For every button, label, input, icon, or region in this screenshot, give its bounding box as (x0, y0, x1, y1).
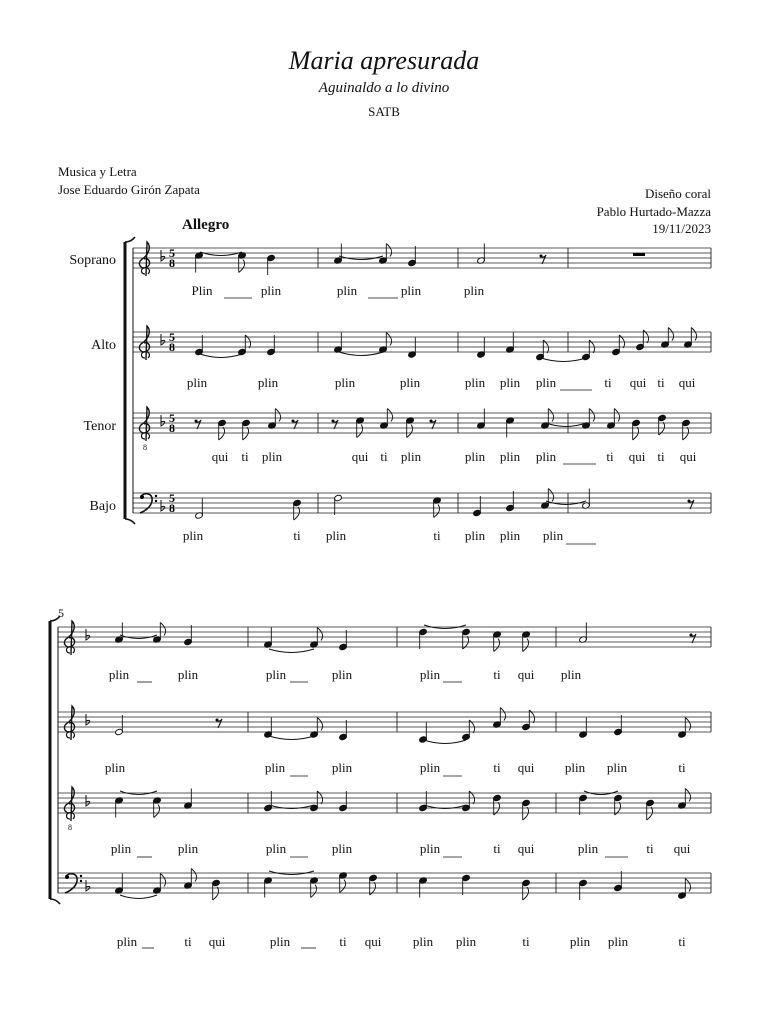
lyric-soprano: Plin (191, 283, 213, 298)
tie (269, 649, 314, 653)
lyric-bass: qui (208, 934, 226, 949)
note-flag (386, 333, 391, 346)
note-flag (683, 427, 689, 440)
lyric-tenor: qui (517, 841, 535, 856)
voice-label-alto: Alto (91, 338, 116, 353)
tie (546, 423, 586, 427)
lyric-bass: plin (464, 528, 486, 543)
note-flag (523, 887, 529, 900)
lyric-alto: qui (678, 375, 696, 390)
note-flag (160, 874, 165, 887)
lyric-alto: ti (604, 375, 612, 390)
time-signature-denominator: 8 (169, 340, 175, 354)
lyric-bass: ti (293, 528, 301, 543)
tie (424, 740, 466, 744)
note-flag (191, 869, 196, 882)
tie (541, 358, 586, 362)
note-flag (239, 260, 245, 273)
lyric-soprano: plin (108, 667, 130, 682)
lyric-bass: ti (433, 528, 441, 543)
lyric-bass: plin (412, 934, 434, 949)
composer-credit-line2: Jose Eduardo Girón Zapata (58, 182, 200, 197)
lyric-alto: plin (104, 760, 126, 775)
lyric-alto: ti (657, 375, 665, 390)
time-signature-denominator: 8 (169, 421, 175, 435)
lyric-tenor: plin (400, 449, 422, 464)
time-signature-denominator: 8 (169, 501, 175, 515)
bass-clef (155, 500, 157, 502)
lyric-alto: plin (564, 760, 586, 775)
lyric-alto: plin (264, 760, 286, 775)
lyric-tenor: qui (673, 841, 691, 856)
time-signature-numerator: 5 (169, 330, 175, 344)
tie (200, 252, 242, 256)
note-flag (434, 505, 440, 518)
lyric-bass: ti (522, 934, 530, 949)
note-flag (523, 807, 529, 820)
octave-eight-mark: 8 (68, 823, 72, 832)
note-flag (160, 623, 165, 636)
flat-sign (86, 795, 90, 806)
note-flag (243, 427, 249, 440)
score-subtitle: Aguinaldo a lo divino (318, 80, 450, 96)
lyric-bass: qui (364, 934, 382, 949)
lyric-alto: plin (499, 375, 521, 390)
lyric-bass: plin (607, 934, 629, 949)
voice-label-tenor: Tenor (83, 419, 116, 434)
flat-sign (161, 334, 165, 345)
note-flag (691, 328, 696, 341)
composer-credit-line1: Musica y Letra (58, 164, 137, 179)
lyric-bass: plin (455, 934, 477, 949)
lyric-soprano: plin (331, 667, 353, 682)
time-signature-numerator: 5 (169, 246, 175, 260)
whole-rest (633, 253, 645, 256)
eighth-rest (688, 500, 691, 503)
lyric-bass: plin (542, 528, 564, 543)
system-bracket (125, 237, 135, 242)
lyric-tenor: plin (419, 841, 441, 856)
lyric-bass: ti (678, 934, 686, 949)
lyric-tenor: ti (606, 449, 614, 464)
lyric-tenor: plin (499, 449, 521, 464)
lyric-tenor: ti (646, 841, 654, 856)
lyric-bass: plin (325, 528, 347, 543)
note-flag (548, 409, 553, 422)
octave-eight-mark: 8 (143, 443, 147, 452)
lyric-soprano: plin (400, 283, 422, 298)
lyric-tenor: qui (211, 449, 229, 464)
lyric-alto: plin (186, 375, 208, 390)
tempo-marking: Allegro (182, 217, 230, 233)
bass-clef (80, 875, 82, 877)
eighth-rest (430, 420, 433, 423)
arranger-credit-line2: Pablo Hurtado-Mazza (596, 204, 711, 219)
time-signature-numerator: 5 (169, 411, 175, 425)
lyric-alto: plin (464, 375, 486, 390)
lyric-alto: qui (517, 760, 535, 775)
bass-clef (80, 880, 82, 882)
lyric-bass: plin (269, 934, 291, 949)
note-flag (275, 409, 280, 422)
lyric-tenor: plin (265, 841, 287, 856)
note-flag (294, 507, 300, 520)
lyric-soprano: plin (419, 667, 441, 682)
note-flag (407, 425, 413, 438)
lyric-bass: plin (569, 934, 591, 949)
lyric-tenor: plin (535, 449, 557, 464)
arranger-credit-line1: Diseño coral (644, 186, 711, 201)
note-flag (387, 409, 392, 422)
bass-clef (140, 495, 144, 499)
tie (120, 895, 157, 899)
time-signature-denominator: 8 (169, 256, 175, 270)
lyric-alto: plin (606, 760, 628, 775)
lyric-alto: plin (331, 760, 353, 775)
lyric-tenor: plin (464, 449, 486, 464)
lyric-alto: qui (629, 375, 647, 390)
bass-clef (155, 495, 157, 497)
lyric-tenor: ti (380, 449, 388, 464)
arranger-credit-date: 19/11/2023 (652, 221, 711, 236)
lyric-bass: plin (182, 528, 204, 543)
lyric-soprano: plin (463, 283, 485, 298)
lyric-alto: plin (535, 375, 557, 390)
lyric-soprano: plin (177, 667, 199, 682)
note-flag (500, 708, 505, 721)
lyric-tenor: ti (241, 449, 249, 464)
lyric-alto: plin (399, 375, 421, 390)
lyric-soprano: plin (336, 283, 358, 298)
voice-label-soprano: Soprano (69, 253, 116, 268)
bass-clef (65, 875, 69, 879)
flat-sign (86, 714, 90, 725)
lyric-soprano: qui (517, 667, 535, 682)
note-flag (340, 880, 346, 893)
eighth-rest (332, 420, 335, 423)
note-flag (357, 425, 363, 438)
flat-sign (161, 415, 165, 426)
note-flag (647, 807, 653, 820)
lyric-alto: ti (678, 760, 686, 775)
note-flag (614, 409, 619, 422)
tie (200, 354, 242, 358)
eighth-rest (690, 634, 693, 637)
lyric-soprano: ti (493, 667, 501, 682)
lyric-tenor: plin (331, 841, 353, 856)
note-flag (213, 887, 219, 900)
lyric-tenor: plin (577, 841, 599, 856)
note-flag (633, 427, 639, 440)
eighth-rest (540, 255, 543, 258)
eighth-rest (216, 719, 219, 722)
lyric-tenor: ti (657, 449, 665, 464)
note-flag (154, 805, 160, 818)
lyric-bass: ti (339, 934, 347, 949)
flat-sign (161, 250, 165, 261)
system-bracket (125, 519, 135, 524)
tie (339, 352, 383, 356)
voice-label-bass: Bajo (89, 499, 116, 514)
note-flag (685, 789, 690, 802)
lyric-tenor: plin (110, 841, 132, 856)
note-flag (386, 244, 391, 257)
measure-number: 5 (58, 606, 64, 620)
lyric-tenor: qui (679, 449, 697, 464)
note-flag (219, 427, 225, 440)
system-bracket (50, 616, 60, 621)
lyric-tenor: plin (177, 841, 199, 856)
note-flag (685, 718, 690, 731)
lyric-alto: plin (419, 760, 441, 775)
note-flag (523, 639, 529, 652)
lyric-tenor: qui (628, 449, 646, 464)
lyric-alto: ti (493, 760, 501, 775)
eighth-rest (292, 420, 295, 423)
note-flag (317, 628, 322, 641)
note-flag (589, 409, 594, 422)
lyric-bass: plin (499, 528, 521, 543)
lyric-soprano: plin (260, 283, 282, 298)
note-flag (668, 328, 673, 341)
tie (269, 736, 314, 740)
note-flag (317, 718, 322, 731)
flat-sign (86, 880, 90, 891)
lyric-soprano: plin (265, 667, 287, 682)
flat-sign (86, 629, 90, 640)
lyric-soprano: plin (560, 667, 582, 682)
lyric-tenor: qui (351, 449, 369, 464)
time-signature-numerator: 5 (169, 491, 175, 505)
note-flag (548, 489, 553, 502)
lyric-bass: ti (184, 934, 192, 949)
score-title: Maria apresurada (288, 46, 480, 75)
note-flag (494, 639, 500, 652)
eighth-rest (195, 420, 198, 423)
lyric-tenor: plin (261, 449, 283, 464)
voicing-label: SATB (368, 104, 400, 119)
system-bracket (50, 899, 60, 904)
note-flag (685, 879, 690, 892)
lyric-alto: plin (334, 375, 356, 390)
lyric-bass: plin (116, 934, 138, 949)
lyric-alto: plin (257, 375, 279, 390)
lyric-tenor: ti (493, 841, 501, 856)
note-flag (311, 885, 317, 898)
flat-sign (161, 500, 165, 511)
